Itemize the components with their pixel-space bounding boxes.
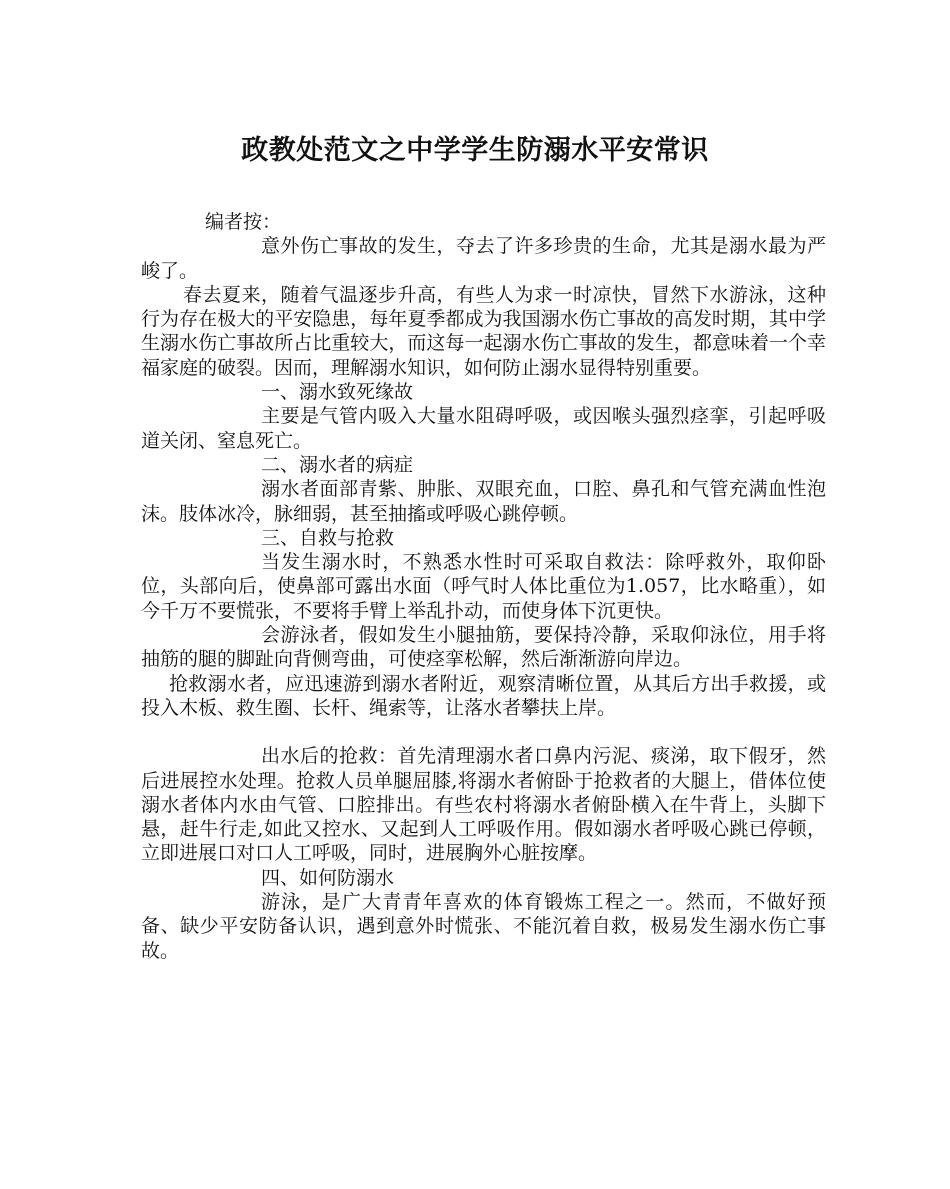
paragraph-spacer bbox=[141, 720, 826, 744]
paragraph-after-rescue: 出水后的抢救：首先清理溺水者口鼻内污泥、痰涕，取下假牙，然后进展控水处理。抢救人员单腿屈膝,将溺水者俯卧于抢救者的大腿上，借体位使溺水者体内水由气管、口腔排出。有些农村将溺水者俯卧横入在牛背上，头脚下悬，赶牛行走,如此又控水、又起到人工呼吸作用。假如溺水者呼吸心跳已停顿，立即进展口对口人工呼吸，同时，进展胸外心脏按摩。 bbox=[141, 745, 826, 865]
section-heading-prevention: 四、如何防溺水 bbox=[261, 866, 395, 889]
section-heading-rescue: 三、自救与抢救 bbox=[261, 526, 395, 549]
paragraph-background: 春去夏来，随着气温逐步升高，有些人为求一时凉快，冒然下水游泳，这种行为存在极大的平安隐患，每年夏季都成为我国溺水伤亡事故的高发时期，其中学生溺水伤亡事故所占比重较大，而这每一起溺水伤亡事故的发生，都意味着一个幸福家庭的破裂。因而，理解溺水知识，如何防止溺水显得特别重要。 bbox=[141, 283, 826, 379]
editor-note-label: 编者按： bbox=[205, 211, 282, 233]
paragraph-self-rescue: 当发生溺水时，不熟悉水性时可采取自救法：除呼救外，取仰卧位，头部向后，使鼻部可露出水面（呼气时人体比重位为1.057，比水略重），如今千万不要慌张，不要将手臂上举乱扑动，而使身体下沉更快。 bbox=[141, 551, 826, 622]
paragraph-causes: 主要是气管内吸入大量水阻碍呼吸，或因喉头强烈痉挛，引起呼吸道关闭、窒息死亡。 bbox=[141, 405, 826, 452]
paragraph-cramp: 会游泳者，假如发生小腿抽筋，要保持冷静，采取仰泳位，用手将抽筋的腿的脚趾向背侧弯曲，可使痉挛松解，然后渐渐游向岸边。 bbox=[141, 624, 826, 671]
paragraph-prevention: 游泳，是广大青青年喜欢的体育锻炼工程之一。然而，不做好预备、缺少平安防备认识，遇到意外时慌张、不能沉着自救，极易发生溺水伤亡事故。 bbox=[141, 891, 826, 962]
document-title: 政教处范文之中学学生防溺水平安常识 bbox=[241, 135, 709, 166]
paragraph-symptoms: 溺水者面部青紫、肿胀、双眼充血，口腔、鼻孔和气管充满血性泡沫。肢体冰冷，脉细弱，甚至抽搐或呼吸心跳停顿。 bbox=[141, 478, 826, 525]
document-body bbox=[141, 210, 826, 963]
section-heading-causes: 一、溺水致死缘故 bbox=[261, 381, 414, 404]
paragraph-rescue-others: 抢救溺水者，应迅速游到溺水者附近，观察清晰位置，从其后方出手救援，或投入木板、救生圈、长杆、绳索等，让落水者攀扶上岸。 bbox=[141, 672, 826, 719]
paragraph-intro: 意外伤亡事故的发生，夺去了许多珍贵的生命，尤其是溺水最为严峻了。 bbox=[141, 235, 826, 282]
section-heading-symptoms: 二、溺水者的病症 bbox=[261, 453, 414, 476]
